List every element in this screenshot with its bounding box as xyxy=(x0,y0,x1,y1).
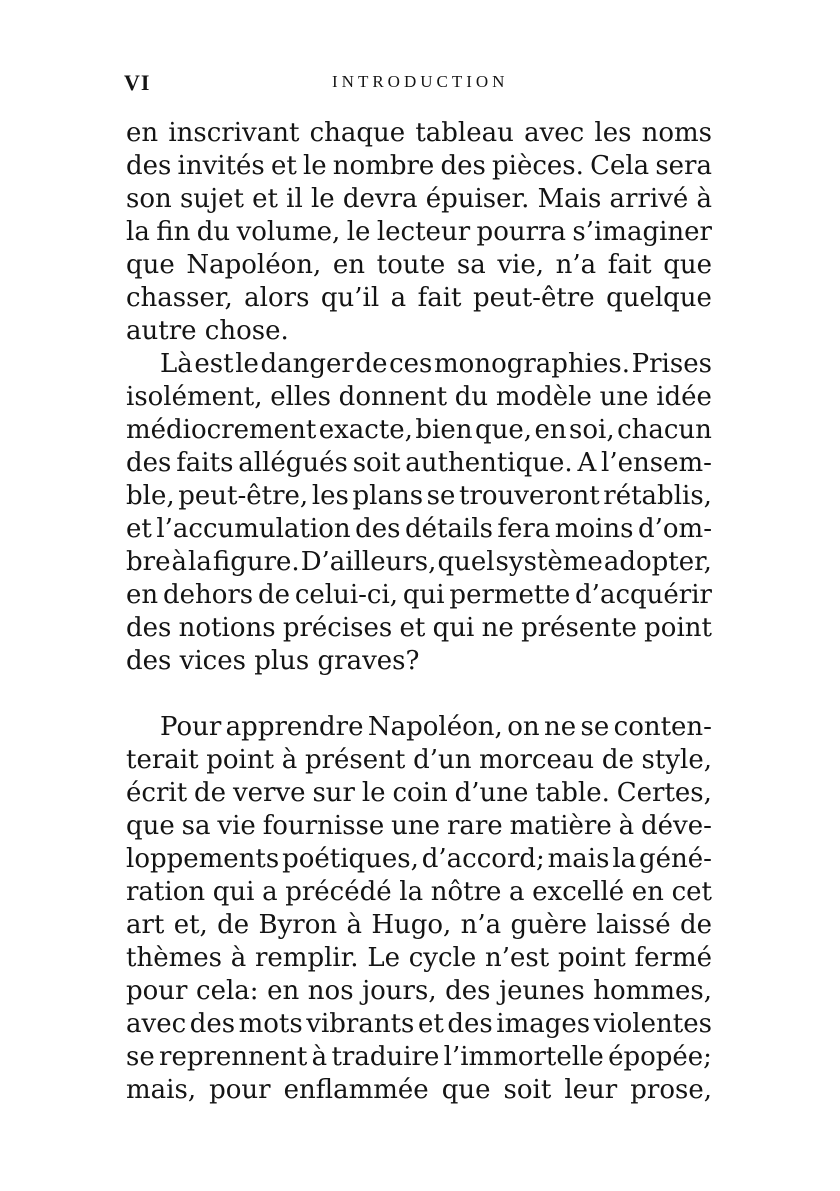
word: Le xyxy=(367,943,400,973)
word: déve- xyxy=(641,811,712,841)
word: monographies. xyxy=(434,349,630,379)
word: n’a xyxy=(555,250,597,280)
word: chasser, xyxy=(126,283,233,313)
word: à xyxy=(281,745,298,775)
word: Mais xyxy=(537,184,602,214)
word: rare xyxy=(446,811,503,841)
text-line: autre chose. xyxy=(126,316,289,346)
word: loppements xyxy=(126,844,280,874)
word: violentes xyxy=(593,1009,712,1039)
word: vibrants xyxy=(306,1009,415,1039)
word: et, xyxy=(173,910,208,940)
word: figure. xyxy=(212,547,300,577)
word: à xyxy=(230,943,247,973)
word: présent xyxy=(304,745,406,775)
word: et xyxy=(417,1009,444,1039)
word: sa xyxy=(456,250,486,280)
word: exacte, xyxy=(318,415,413,445)
word: mais, xyxy=(126,1075,197,1105)
word: le xyxy=(346,217,371,247)
word: jours, xyxy=(362,976,437,1006)
word: en xyxy=(534,415,567,445)
word: à xyxy=(346,910,362,940)
word: la xyxy=(188,547,212,577)
word: n’a xyxy=(460,910,502,940)
word: d’om- xyxy=(637,514,712,544)
word: fin xyxy=(156,217,191,247)
word: ne xyxy=(543,712,577,742)
word: modèle xyxy=(495,382,592,412)
word: soit xyxy=(352,448,401,478)
word: notions xyxy=(178,613,276,643)
word: cela: xyxy=(196,976,259,1006)
word: avec xyxy=(524,118,585,148)
word: des xyxy=(189,1009,236,1039)
word: en xyxy=(267,976,300,1006)
word: une xyxy=(599,382,649,412)
word: isolément, xyxy=(126,382,263,412)
word: il xyxy=(286,184,303,214)
word: point xyxy=(206,745,275,775)
word: à xyxy=(311,1042,328,1072)
word: chaque xyxy=(309,118,406,148)
word: en xyxy=(631,877,664,907)
word: style, xyxy=(641,745,712,775)
word: Byron xyxy=(258,910,338,940)
word: qui xyxy=(432,613,475,643)
word: du xyxy=(454,382,489,412)
word: plans xyxy=(352,481,424,511)
word: pièces. xyxy=(492,151,584,181)
word: du xyxy=(196,217,231,247)
word: médiocrement xyxy=(126,415,317,445)
word: des xyxy=(440,151,486,181)
word: fournisse xyxy=(262,811,385,841)
word: remplir. xyxy=(254,943,359,973)
word: les xyxy=(311,481,349,511)
word: des xyxy=(355,514,401,544)
word: pourra xyxy=(476,217,566,247)
word: verve xyxy=(232,778,306,808)
word: de xyxy=(257,580,290,610)
word: son xyxy=(126,184,172,214)
word: soi, xyxy=(569,415,615,445)
word: celui-ci, xyxy=(294,580,399,610)
word: des xyxy=(445,976,491,1006)
word: cycle xyxy=(408,943,477,973)
word: danger xyxy=(260,349,354,379)
word: laissé xyxy=(596,910,671,940)
word: noms xyxy=(641,118,712,148)
word: vie, xyxy=(497,250,544,280)
word: d’accord; xyxy=(421,844,545,874)
word: D’ailleurs, xyxy=(300,547,437,577)
word: et xyxy=(399,613,426,643)
word: détails xyxy=(404,514,493,544)
word: en xyxy=(126,580,159,610)
word: jeunes xyxy=(499,976,585,1006)
word: allégués xyxy=(238,448,348,478)
word: à xyxy=(171,547,187,577)
word: que xyxy=(126,811,175,841)
word: authentique. xyxy=(405,448,573,478)
word: apprendre xyxy=(225,712,364,742)
word: tableau xyxy=(415,118,514,148)
word: terait xyxy=(126,745,199,775)
word: d’acquérir xyxy=(575,580,712,610)
word: fait xyxy=(607,250,652,280)
running-head: INTRODUCTION xyxy=(332,72,509,91)
word: système xyxy=(495,547,603,577)
word: Cela xyxy=(590,151,650,181)
word: et xyxy=(252,184,278,214)
word: enflammée xyxy=(283,1075,429,1105)
word: que xyxy=(441,1075,491,1105)
word: volume, xyxy=(236,217,341,247)
word: pour xyxy=(126,976,188,1006)
word: de xyxy=(217,910,250,940)
word: des xyxy=(126,613,172,643)
text-line xyxy=(126,1073,712,1113)
word: a xyxy=(262,877,278,907)
word: hommes, xyxy=(593,976,712,1006)
word: inscrivant xyxy=(168,118,300,148)
word: matière xyxy=(509,811,612,841)
word: permette xyxy=(449,580,571,610)
word: des xyxy=(126,448,172,478)
word: nombre xyxy=(332,151,435,181)
word: quel xyxy=(437,547,495,577)
word: art xyxy=(126,910,165,940)
word: Certes, xyxy=(616,778,712,808)
word: la xyxy=(126,217,150,247)
word: et xyxy=(126,514,152,544)
word: l’ensem- xyxy=(601,448,712,478)
word: le xyxy=(361,778,386,808)
word: Napoléon, xyxy=(186,250,322,280)
word: à xyxy=(618,811,635,841)
word: avec xyxy=(126,1009,187,1039)
word: épuiser. xyxy=(425,184,530,214)
word: guère xyxy=(510,910,588,940)
word: donnent xyxy=(338,382,448,412)
word: Hugo, xyxy=(371,910,452,940)
word: poétiques, xyxy=(282,844,419,874)
word: Napoléon, xyxy=(367,712,503,742)
word: peut-être xyxy=(472,283,595,313)
word: précédé xyxy=(285,877,392,907)
word: se xyxy=(126,1042,155,1072)
word: alors xyxy=(244,283,310,313)
word: nos xyxy=(307,976,354,1006)
word: fermé xyxy=(634,943,712,973)
word: les xyxy=(594,118,632,148)
word: images xyxy=(496,1009,591,1039)
word: de xyxy=(679,910,712,940)
word: d’un xyxy=(413,745,472,775)
word: de xyxy=(355,349,388,379)
word: adopter, xyxy=(603,547,712,577)
word: est xyxy=(194,349,234,379)
word: que xyxy=(126,250,175,280)
word: bien xyxy=(415,415,473,445)
word: se xyxy=(580,712,610,742)
word: ne xyxy=(481,613,514,643)
word: pour xyxy=(209,1075,271,1105)
word: des xyxy=(447,1009,493,1039)
word: prose, xyxy=(630,1075,712,1105)
word: la xyxy=(612,844,637,874)
word: ration xyxy=(126,877,206,907)
word: à xyxy=(696,184,712,214)
word: toute xyxy=(376,250,446,280)
word: épopée; xyxy=(608,1042,712,1072)
word: dehors xyxy=(162,580,254,610)
word: devra xyxy=(342,184,418,214)
word: elles xyxy=(270,382,331,412)
word: l’immortelle xyxy=(443,1042,604,1072)
word: le xyxy=(310,184,335,214)
word: de xyxy=(601,745,634,775)
word: morceau xyxy=(479,745,595,775)
word: s’imaginer xyxy=(572,217,712,247)
word: sera xyxy=(655,151,712,181)
word: en xyxy=(332,250,366,280)
word: quelque xyxy=(606,283,712,313)
word: se xyxy=(426,481,456,511)
word: conten- xyxy=(613,712,712,742)
word: idée xyxy=(656,382,712,412)
word: l’accumulation xyxy=(156,514,351,544)
word: la xyxy=(399,877,424,907)
word: cet xyxy=(671,877,712,907)
word: que xyxy=(663,250,712,280)
page-header xyxy=(124,70,509,100)
word: Prises xyxy=(631,349,712,379)
word: leur xyxy=(564,1075,618,1105)
word: des xyxy=(126,151,172,181)
word: mots xyxy=(238,1009,303,1039)
word: présente xyxy=(521,613,637,643)
word: Là xyxy=(160,349,193,379)
text-line: des vices plus graves? xyxy=(126,646,420,676)
word: une xyxy=(391,811,441,841)
word: précises xyxy=(282,613,393,643)
word: lecteur xyxy=(376,217,471,247)
word: ble, xyxy=(126,481,175,511)
word: invités xyxy=(177,151,265,181)
word: thèmes xyxy=(126,943,222,973)
word: chacun xyxy=(617,415,712,445)
word: table. xyxy=(535,778,610,808)
word: que, xyxy=(474,415,532,445)
word: n’est xyxy=(485,943,550,973)
word: en xyxy=(126,118,159,148)
word: faits xyxy=(176,448,234,478)
word: soit xyxy=(503,1075,552,1105)
word: peut-être, xyxy=(178,481,309,511)
word: qui xyxy=(402,580,445,610)
word: qui xyxy=(212,877,255,907)
word: bre xyxy=(126,547,171,577)
word: et xyxy=(270,151,297,181)
word: écrit xyxy=(126,778,188,808)
word: vie xyxy=(217,811,256,841)
word: sa xyxy=(181,811,211,841)
word: le xyxy=(302,151,327,181)
word: mais xyxy=(547,844,610,874)
word: point xyxy=(557,943,626,973)
word: Pour xyxy=(160,712,222,742)
word: a xyxy=(390,283,407,313)
word: point xyxy=(644,613,712,643)
word: on xyxy=(507,712,540,742)
word: fait xyxy=(417,283,462,313)
word: arrivé xyxy=(609,184,689,214)
word: le xyxy=(235,349,259,379)
word: rétablis, xyxy=(603,481,712,511)
word: trouveront xyxy=(459,481,600,511)
page-number: VI xyxy=(124,70,151,95)
word: traduire xyxy=(331,1042,440,1072)
word: géné- xyxy=(638,844,712,874)
word: coin xyxy=(392,778,448,808)
word: qu’il xyxy=(320,283,380,313)
word: excellé xyxy=(532,877,625,907)
word: de xyxy=(194,778,227,808)
word: sujet xyxy=(179,184,244,214)
word: a xyxy=(509,877,525,907)
word: reprennent xyxy=(159,1042,308,1072)
word: A xyxy=(577,448,597,478)
word: fera xyxy=(497,514,551,544)
word: ces xyxy=(389,349,433,379)
word: nôtre xyxy=(430,877,502,907)
word: sur xyxy=(312,778,355,808)
word: d’une xyxy=(454,778,529,808)
word: moins xyxy=(554,514,634,544)
